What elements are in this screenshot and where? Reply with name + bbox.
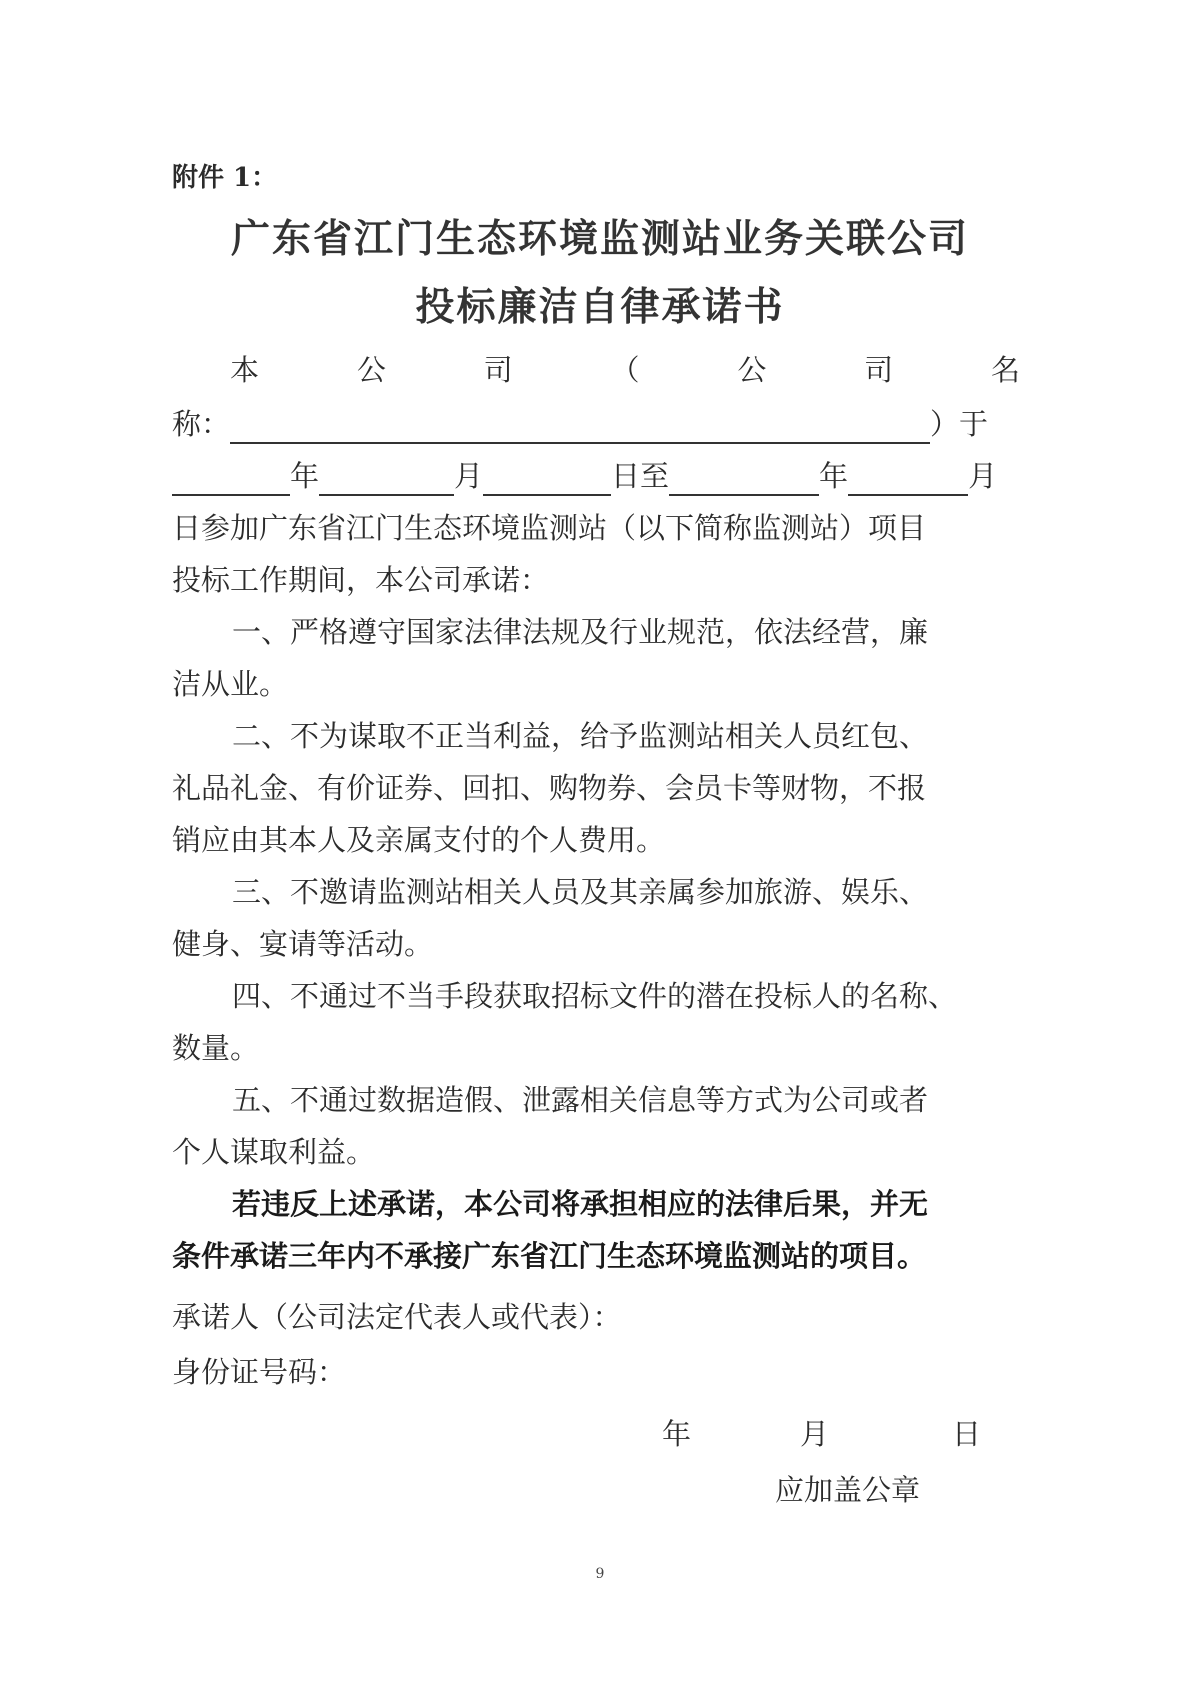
clause-2-line-3: 销应由其本人及亲属支付的个人费用。 [172,823,666,857]
clause-5-line-2: 个人谋取利益。 [172,1135,376,1169]
intro-line-4: 日参加广东省江门生态环境监测站（以下简称监测站）项目 [172,511,927,545]
title-line-1: 广东省江门生态环境监测站业务关联公司 [230,217,969,262]
clause-1-line-1: 一、严格遵守国家法律法规及行业规范，依法经营，廉 [232,615,929,649]
clause-4-line-1: 四、不通过不当手段获取招标文件的潜在投标人的名称、 [232,979,958,1013]
start-month-blank[interactable] [319,464,454,496]
signer-label: 承诺人（公司法定代表人或代表）： [172,1300,622,1334]
intro-char: 司 [864,353,894,387]
sign-date-month: 月 [800,1417,830,1451]
date-range-line [172,456,997,496]
sign-date-day: 日 [952,1417,982,1451]
seal-note: 应加盖公章 [775,1473,921,1507]
company-name-blank[interactable] [230,412,930,444]
start-day-label: 日至 [611,459,670,493]
company-name-suffix: ）于 [930,407,989,441]
end-year-label: 年 [819,459,849,493]
clause-5-line-1: 五、不通过数据造假、泄露相关信息等方式为公司或者 [232,1083,929,1117]
start-year-label: 年 [290,459,320,493]
id-number-label: 身份证号码： [172,1355,347,1389]
intro-char: 公 [356,353,386,387]
annex-label: 附件 1： [172,163,278,193]
clause-4-line-2: 数量。 [172,1031,260,1065]
company-name-line [172,404,988,444]
clause-3-line-2: 健身、宴请等活动。 [172,927,434,961]
clause-2-line-2: 礼品礼金、有价证券、回扣、购物券、会员卡等财物，不报 [172,771,927,805]
company-name-prefix: 称： [172,407,231,441]
page-number: 9 [595,1566,605,1582]
penalty-line-2: 条件承诺三年内不承接广东省江门生态环境监测站的项目。 [172,1239,927,1273]
sign-date-year: 年 [662,1417,692,1451]
start-day-blank[interactable] [483,464,611,496]
end-month-label: 月 [968,459,998,493]
clause-3-line-1: 三、不邀请监测站相关人员及其亲属参加旅游、娱乐、 [232,875,929,909]
intro-line-5: 投标工作期间，本公司承诺： [172,563,550,597]
intro-char: 公 [737,353,767,387]
intro-char: 名 [990,353,1020,387]
end-month-blank[interactable] [848,464,968,496]
clause-1-line-2: 洁从业。 [172,667,289,701]
penalty-line-1: 若违反上述承诺，本公司将承担相应的法律后果，并无 [232,1187,929,1221]
title-line-2: 投标廉洁自律承诺书 [415,285,785,330]
intro-char: 本 [230,353,260,387]
intro-line-1 [230,350,1020,390]
clause-2-line-1: 二、不为谋取不正当利益，给予监测站相关人员红包、 [232,719,929,753]
end-year-blank[interactable] [669,464,819,496]
start-year-blank[interactable] [172,464,290,496]
intro-char: 司 [483,353,513,387]
intro-char: （ [610,353,640,387]
start-month-label: 月 [454,459,484,493]
